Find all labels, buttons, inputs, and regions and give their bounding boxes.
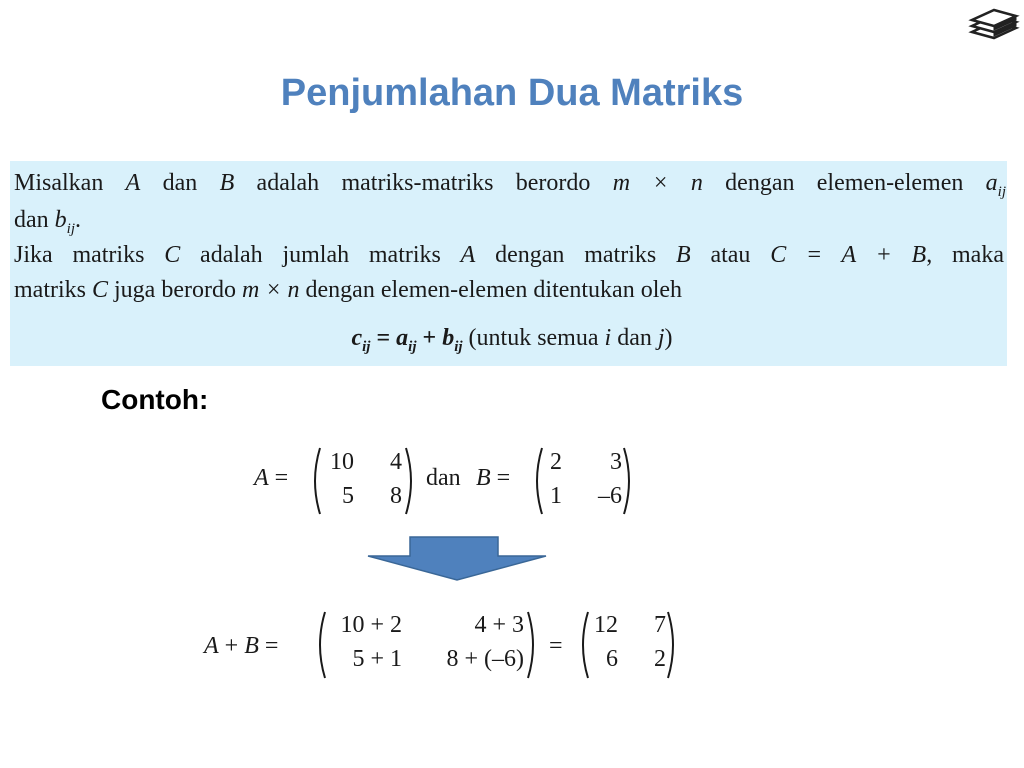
sum-lhs: A + B = [204, 633, 279, 659]
result-matrix-cell: 6 [606, 646, 618, 672]
sum-matrix-cell: 10 + 2 [340, 612, 402, 638]
down-arrow-icon [366, 536, 548, 582]
definition-line-3: Jika matriks C adalah jumlah matriks A dengan matriks B atau C = A + B, maka [14, 242, 1004, 268]
matrix-b-cell: 2 [550, 449, 562, 475]
right-paren [404, 446, 418, 516]
dan-label: dan [426, 465, 461, 491]
sum-matrix-cell: 8 + (–6) [446, 646, 524, 672]
matrix-b-cell: 3 [610, 449, 622, 475]
result-matrix-cell: 12 [594, 612, 618, 638]
definition-line-1: Misalkan A dan B adalah matriks-matriks berordo m × n dengan elemen-elemen $a_{ij}$ [14, 170, 1007, 200]
sum-matrix-cell: 5 + 1 [352, 646, 402, 672]
sum-matrix-cell: 4 + 3 [474, 612, 524, 638]
right-paren [526, 610, 540, 680]
matrix-a-cell: 10 [330, 449, 354, 475]
example-label: Contoh: [101, 384, 209, 415]
page-title: Penjumlahan Dua Matriks [280, 72, 744, 114]
matrix-a-cell: 5 [342, 483, 354, 509]
matrix-b-lhs: B = [476, 465, 511, 491]
matrix-a-lhs: A = [254, 465, 289, 491]
matrix-a-cell: 4 [390, 449, 402, 475]
definition-line-2: dan $b_{ij}$. [14, 207, 81, 237]
result-matrix-cell: 2 [654, 646, 666, 672]
books-stack-icon [968, 4, 1020, 40]
definition-line-4: matriks C juga berordo m × n dengan elemen-elemen ditentukan oleh [14, 277, 683, 303]
equals-sign: = [549, 633, 563, 659]
definition-formula: $c_{ij} = a_{ij} + b_{ij}$ (untuk semua i dan j) [351, 325, 673, 355]
left-paren [308, 446, 322, 516]
matrix-b-cell: 1 [550, 483, 562, 509]
matrix-a-cell: 8 [390, 483, 402, 509]
matrix-b-cell: –6 [598, 483, 622, 509]
result-matrix-cell: 7 [654, 612, 666, 638]
right-paren [622, 446, 636, 516]
right-paren [666, 610, 680, 680]
